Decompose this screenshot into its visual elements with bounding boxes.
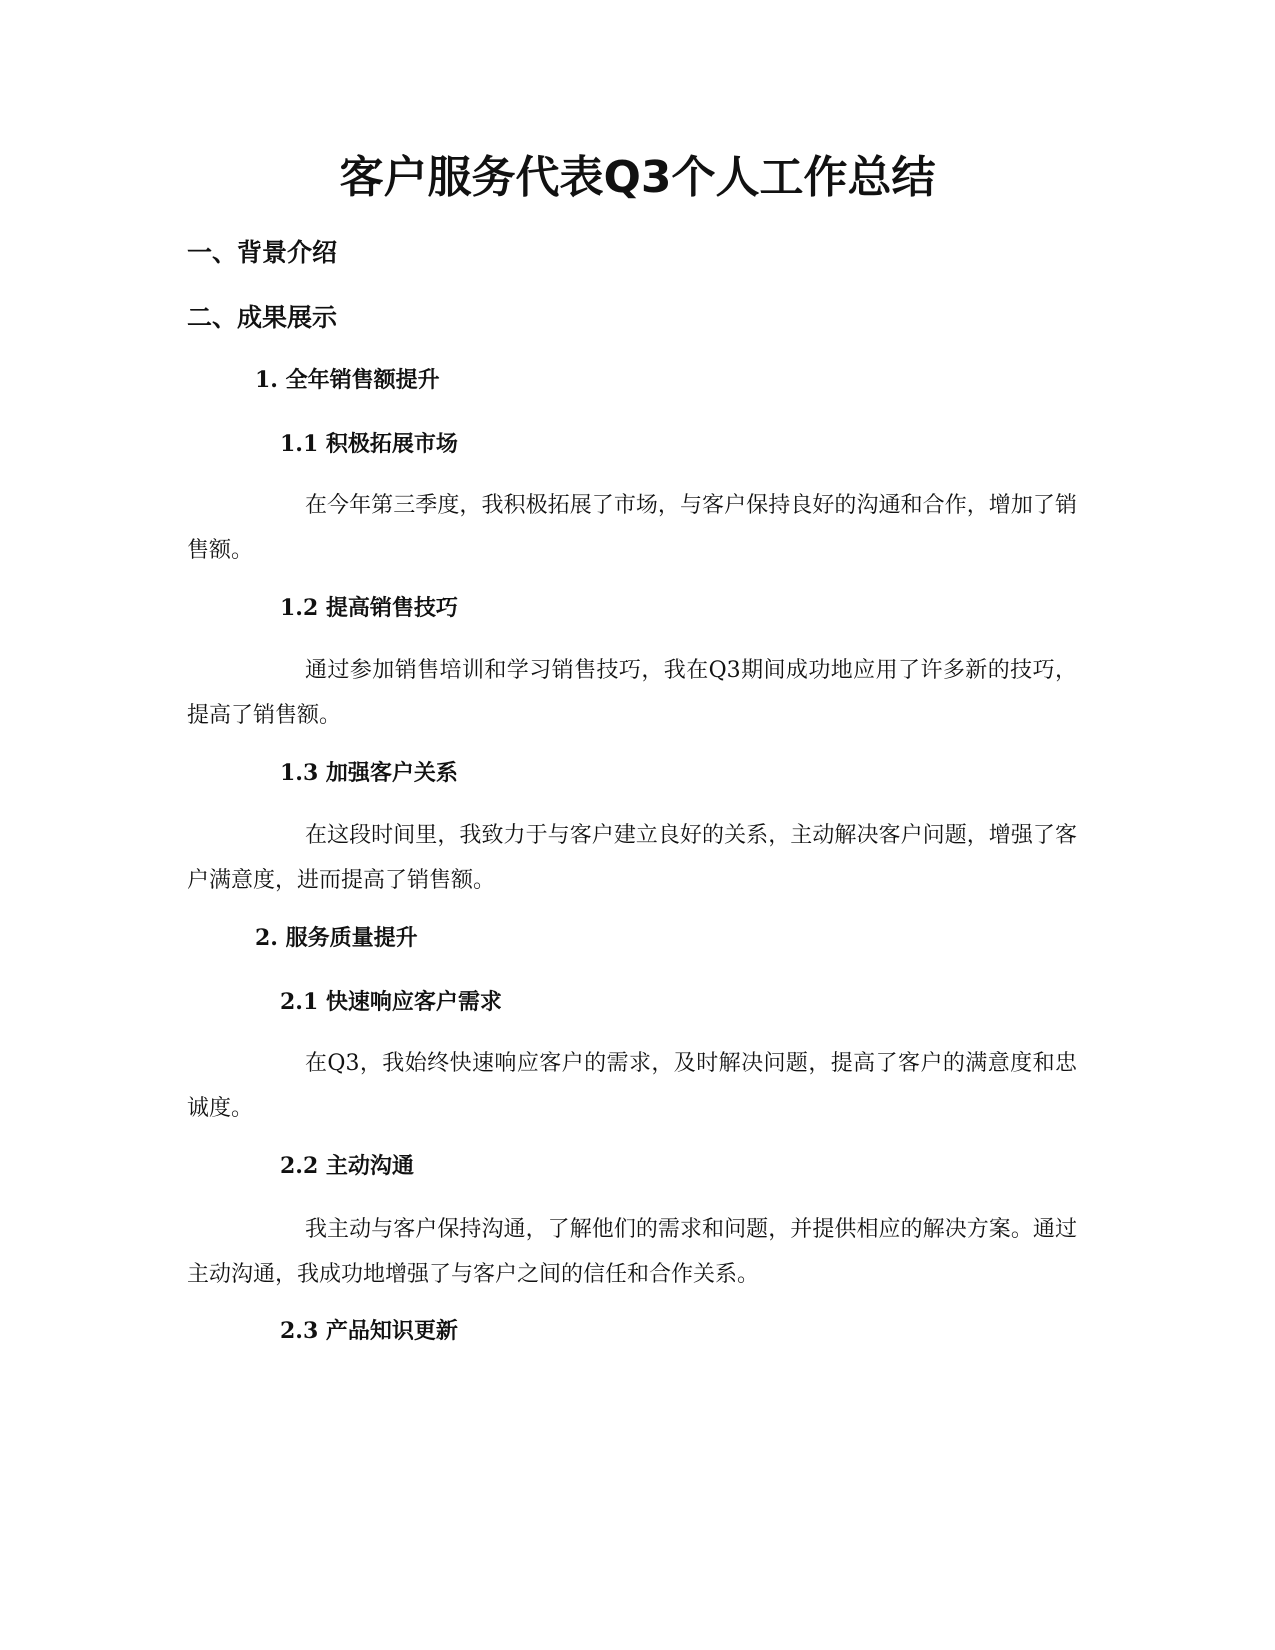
subsection-heading-sales-growth: 1. 全年销售额提升: [255, 367, 440, 393]
item-heading-product-knowledge: 2.3 产品知识更新: [280, 1318, 458, 1344]
paragraph-proactive-communication: 我主动与客户保持沟通，了解他们的需求和问题，并提供相应的解决方案。通过主动沟通，我成功地增强了与客户之间的信任和合作关系。: [187, 1217, 1077, 1287]
item-heading-expand-market: 1.1 积极拓展市场: [280, 431, 458, 457]
item-heading-proactive-communication: 2.2 主动沟通: [280, 1153, 414, 1179]
item-heading-customer-relations: 1.3 加强客户关系: [280, 760, 458, 786]
subsection-heading-service-quality: 2. 服务质量提升: [255, 925, 418, 951]
section-heading-background: 一、背景介绍: [187, 238, 338, 267]
section-heading-results: 二、成果展示: [187, 303, 338, 332]
paragraph-expand-market: 在今年第三季度，我积极拓展了市场，与客户保持良好的沟通和合作，增加了销售额。: [187, 493, 1077, 563]
paragraph-fast-response: 在Q3，我始终快速响应客户的需求，及时解决问题，提高了客户的满意度和忠诚度。: [187, 1051, 1077, 1121]
item-heading-fast-response: 2.1 快速响应客户需求: [280, 989, 502, 1015]
paragraph-sales-skills: 通过参加销售培训和学习销售技巧，我在Q3期间成功地应用了许多新的技巧，提高了销售额。: [187, 658, 1077, 728]
document-title: 客户服务代表Q3个人工作总结: [339, 152, 936, 203]
paragraph-customer-relations: 在这段时间里，我致力于与客户建立良好的关系，主动解决客户问题，增强了客户满意度，进而提高了销售额。: [187, 823, 1077, 893]
item-heading-sales-skills: 1.2 提高销售技巧: [280, 595, 458, 621]
